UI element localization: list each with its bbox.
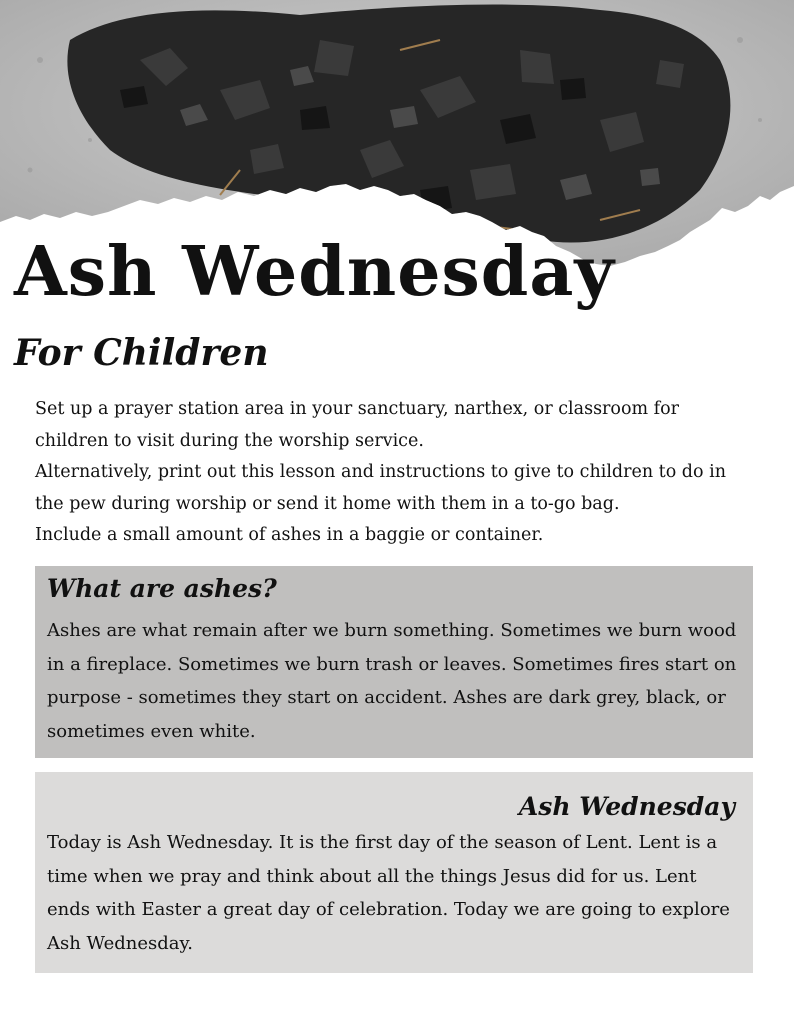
intro-paragraph: Set up a prayer station area in your sanctuary, narthex, or classroom for children to visit during the worship service. — [35, 399, 680, 451]
page-subtitle: For Children — [14, 332, 269, 374]
section-body: Today is Ash Wednesday. It is the first day of the season of Lent. Lent is a time when we pray and think about all the things Jesus did for us. Lent ends with Easter a great day of celebration. Today we are going to explore Ash Wednesday. — [47, 832, 730, 954]
what-are-ashes-section — [35, 566, 753, 758]
section-body: Ashes are what remain after we burn something. Sometimes we burn wood in a fireplace. Sometimes we burn trash or leaves. Sometimes fires start on purpose - sometimes they start on accident. Ashes are dark grey, black, or sometimes even white. — [47, 620, 737, 742]
intro-paragraph: Alternatively, print out this lesson and instructions to give to children to do in the pew during worship or send it home with them in a to-go bag. — [35, 462, 726, 514]
page-title: Ash Wednesday — [14, 232, 615, 312]
section-heading: Ash Wednesday — [518, 792, 735, 821]
ash-pile-image — [0, 0, 794, 270]
section-heading: What are ashes? — [47, 574, 277, 603]
intro-paragraph: Include a small amount of ashes in a baggie or container. — [35, 525, 544, 545]
ash-wednesday-section — [35, 772, 753, 973]
intro-text — [35, 394, 755, 552]
